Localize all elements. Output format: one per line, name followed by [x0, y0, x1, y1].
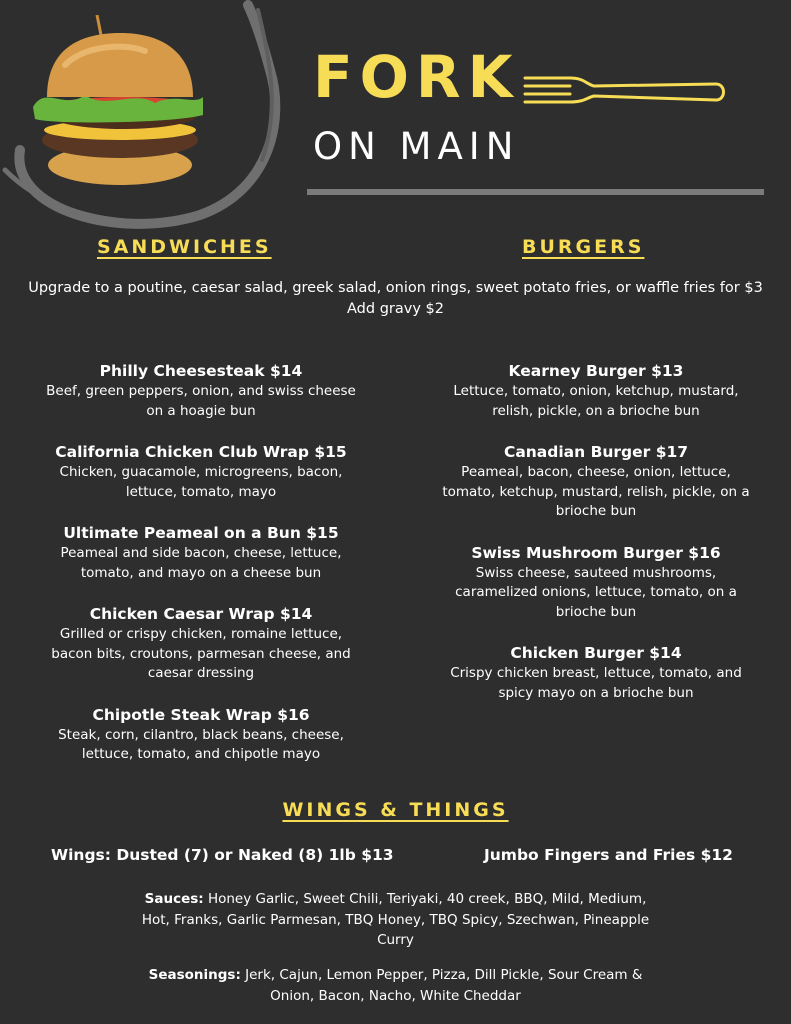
item-description: Swiss cheese, sauteed mushrooms, caramelized onions, lettuce, tomato, on a brioche bun — [455, 564, 737, 620]
item-name: Swiss Mushroom Burger $16 — [471, 543, 721, 562]
wings-item: Wings: Dusted (7) or Naked (8) 1lb $13 — [51, 846, 394, 864]
menu-item — [45, 603, 357, 684]
brand-subtitle: ON MAIN — [313, 125, 520, 168]
item-name: Chicken Burger $14 — [510, 644, 682, 662]
item-name: Chipotle Steak Wrap $16 — [92, 705, 310, 724]
burger-image — [25, 15, 205, 190]
menu-item — [45, 522, 357, 583]
item-description: Beef, green peppers, onion, and swiss cheese on a hoagie bun — [46, 383, 356, 419]
item-description: Lettuce, tomato, onion, ketchup, mustard, relish, pickle, on a brioche bun — [453, 383, 739, 419]
fork-icon — [522, 72, 726, 110]
item-description: Peameal, bacon, cheese, onion, lettuce, tomato, ketchup, mustard, relish, pickle, on a brioche bun — [442, 464, 750, 519]
sauces-list: Honey Garlic, Sweet Chili, Teriyaki, 40 creek, BBQ, Mild, Medium, Hot, Franks, Garlic Parmesan, TBQ Honey, TBQ Spicy, Szechwan, Pineapple Curry — [141, 891, 650, 948]
item-name: Philly Cheesesteak $14 — [99, 362, 303, 380]
sauces-label: Sauces: — [144, 891, 204, 907]
gravy-line: Add gravy $2 — [347, 301, 444, 317]
item-description: Steak, corn, cilantro, black beans, cheese, lettuce, tomato, and chipotle mayo — [58, 726, 344, 762]
menu-item — [440, 441, 752, 522]
burgers-list — [440, 360, 752, 723]
upgrade-line: Upgrade to a poutine, caesar salad, greek salad, onion rings, sweet potato fries, or waffle fries for $3 — [28, 280, 763, 296]
item-description: Grilled or crispy chicken, romaine lettuce, bacon bits, croutons, parmesan cheese, and caesar dressing — [51, 626, 351, 681]
item-description: Chicken, guacamole, microgreens, bacon, lettuce, tomato, mayo — [59, 464, 343, 500]
upgrade-note — [20, 278, 771, 320]
item-description: Peameal and side bacon, cheese, lettuce, tomato, and mayo on a cheese bun — [60, 545, 342, 581]
seasonings-label: Seasonings: — [148, 967, 241, 983]
sandwiches-list — [45, 360, 357, 785]
section-title-burgers: BURGERS — [522, 236, 645, 258]
item-description: Crispy chicken breast, lettuce, tomato, and spicy mayo on a brioche bun — [450, 665, 742, 701]
brand-title: FORK — [313, 43, 520, 111]
sauces-paragraph — [130, 889, 661, 951]
seasonings-list: Jerk, Cajun, Lemon Pepper, Pizza, Dill Pickle, Sour Cream & Onion, Bacon, Nacho, White Cheddar — [245, 967, 643, 1004]
section-title-sandwiches: SANDWICHES — [97, 236, 272, 258]
menu-item — [440, 642, 752, 703]
menu-item — [440, 360, 752, 421]
item-name: Kearney Burger $13 — [508, 362, 684, 380]
item-name: Canadian Burger $17 — [503, 443, 689, 461]
menu-item — [45, 704, 357, 765]
section-title-wings: WINGS & THINGS — [282, 799, 509, 821]
item-name: Chicken Caesar Wrap $14 — [89, 605, 313, 623]
fingers-item: Jumbo Fingers and Fries $12 — [484, 846, 733, 864]
item-name: Ultimate Peameal on a Bun $15 — [63, 524, 339, 542]
menu-item — [45, 360, 357, 421]
item-name: California Chicken Club Wrap $15 — [55, 443, 347, 461]
menu-item — [440, 542, 752, 623]
seasonings-paragraph — [130, 965, 661, 1006]
menu-item — [45, 441, 357, 502]
header-divider — [307, 189, 764, 195]
